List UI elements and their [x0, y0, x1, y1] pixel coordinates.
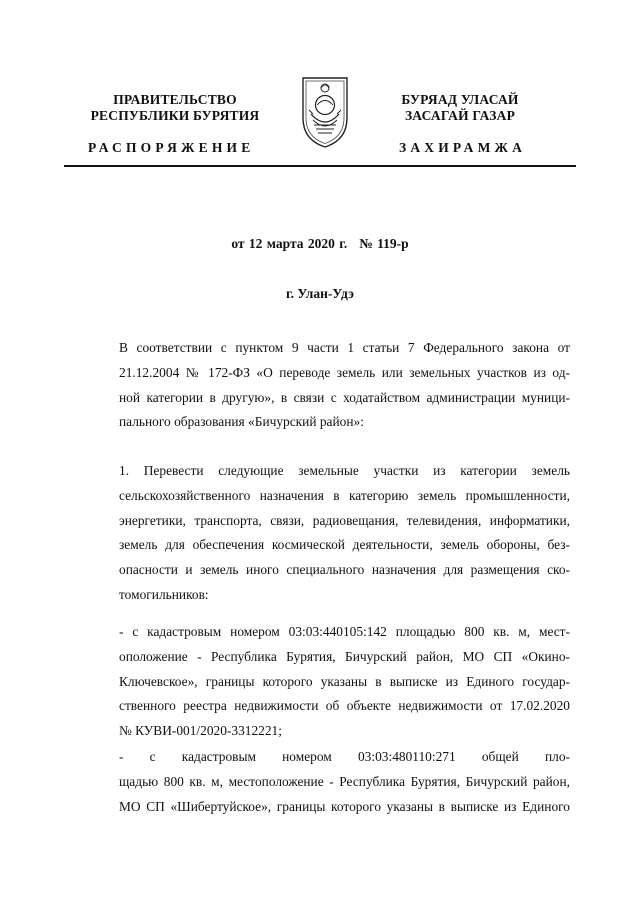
text-line: В соответствии с пунктом 9 части 1 статьи 7 Федерального закона от	[119, 340, 570, 355]
document-city: г. Улан-Удэ	[286, 286, 354, 301]
text-line: земель для обеспечения космической деятельности, земель обороны, без-	[119, 537, 570, 553]
text-line: Ключевское», границы которого указаны в выписке из Единого государ-	[119, 673, 570, 689]
text-line: 1. Перевести следующие земельные участки из категории земель	[119, 463, 570, 478]
order-title-buryat: ЗАХИРАМЖА	[399, 140, 527, 155]
document-number: № 119-р	[359, 236, 409, 251]
header-right-block	[360, 92, 560, 124]
paragraph-preamble	[89, 336, 570, 435]
text-line: щадью 800 кв. м, местоположение - Республика Бурятия, Бичурский район,	[119, 773, 570, 789]
gov-name-line2: РЕСПУБЛИКИ БУРЯТИЯ	[90, 108, 260, 123]
gov-name-buryat-line2: ЗАСАГАЙ ГАЗАР	[404, 108, 516, 123]
coat-of-arms-emblem	[299, 74, 351, 150]
text-line: МО СП «Шибертуйское», границы которого указаны в выписке из Единого	[119, 798, 570, 814]
text-line: опасности и земель иного специального назначения для размещения ско-	[119, 562, 570, 578]
text-line: № КУВИ-001/2020-3312221;	[119, 723, 282, 739]
order-title-russian: РАСПОРЯЖЕНИЕ	[88, 140, 255, 155]
text-line: томогильников:	[119, 586, 209, 602]
document-date-line	[0, 236, 640, 252]
text-line: - с кадастровым номером 03:03:440105:142 площадью 800 кв. м, мест-	[119, 624, 570, 639]
text-line: - с кадастровым номером 03:03:480110:271 общей пло-	[119, 749, 570, 764]
header-divider	[64, 165, 576, 167]
paragraph-item-1	[89, 459, 570, 608]
text-line: ной категории в другую», в связи с ходатайством администрации муници-	[119, 389, 570, 405]
text-line: энергетики, транспорта, связи, радиовещания, телевидения, информатики,	[119, 512, 570, 528]
gov-name-line1: ПРАВИТЕЛЬСТВО	[113, 92, 237, 107]
text-line: 21.12.2004 № 172-ФЗ «О переводе земель или земельных участков из од-	[119, 364, 570, 380]
text-line: ственного реестра недвижимости об объекте недвижимости от 17.02.2020	[119, 698, 570, 714]
text-line: пального образования «Бичурский район»:	[119, 414, 364, 430]
paragraph-parcel-2	[89, 745, 570, 819]
paragraph-parcel-1	[89, 620, 570, 744]
text-line: сельскохозяйственного назначения в категорию земель промышленности,	[119, 487, 570, 503]
document-date: от 12 марта 2020 г.	[231, 236, 348, 251]
header-left-block	[75, 92, 275, 124]
text-line: оположение - Республика Бурятия, Бичурский район, МО СП «Окино-	[119, 648, 570, 664]
gov-name-buryat-line1: БУРЯАД УЛАСАЙ	[401, 92, 519, 107]
